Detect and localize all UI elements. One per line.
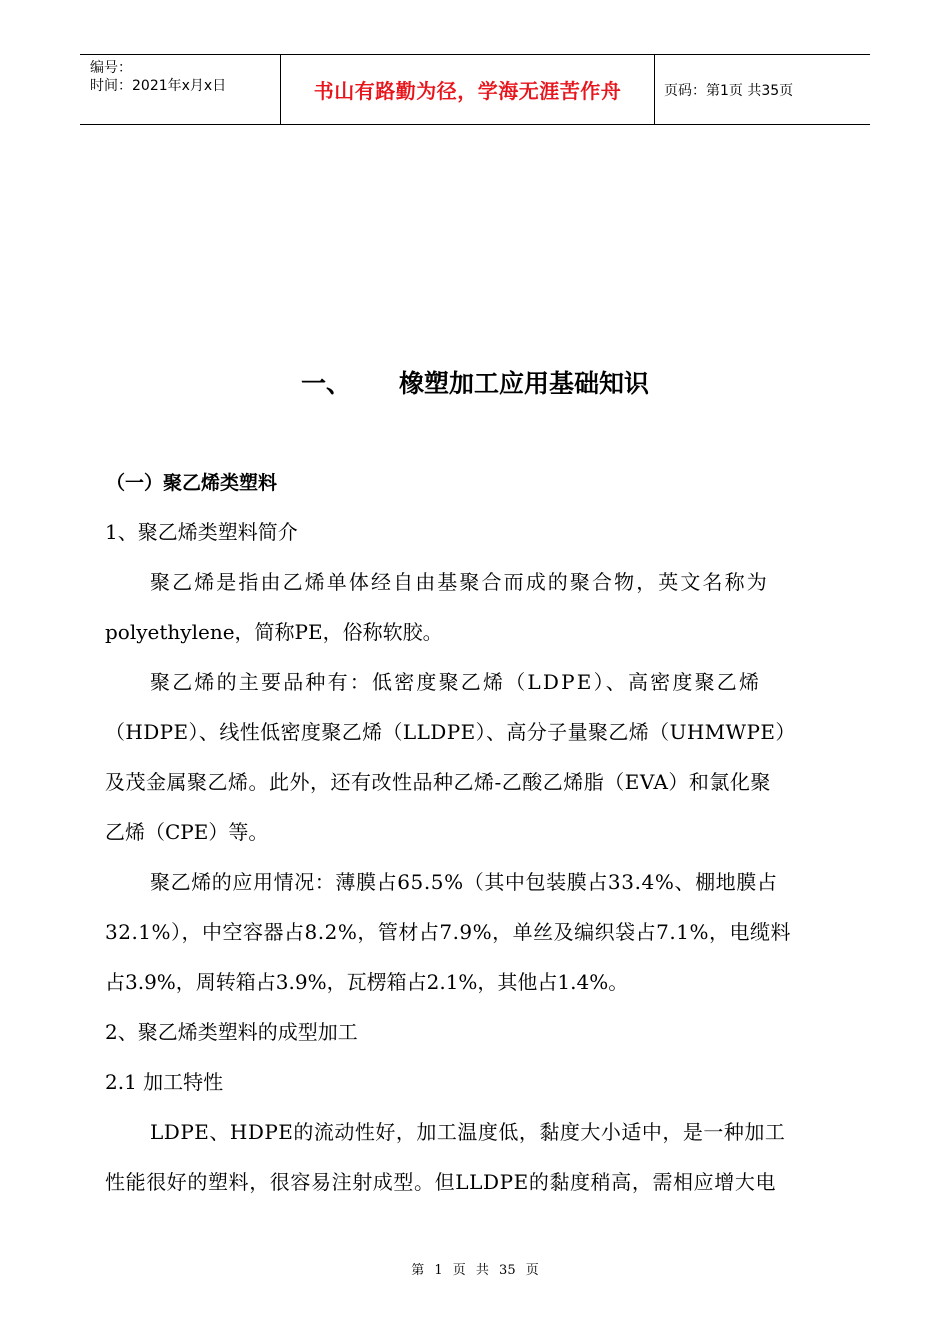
page-footer: 第 1 页 共 35 页 <box>411 1263 539 1278</box>
chapter-title <box>0 364 950 400</box>
paragraph-line: 乙烯（CPE）等。 <box>105 820 269 844</box>
header-motto-cell <box>281 55 655 124</box>
subsection-heading: 2、聚乙烯类塑料的成型加工 <box>105 1020 358 1044</box>
paragraph-line: polyethylene，简称PE，俗称软胶。 <box>105 620 443 644</box>
document-number-label: 编号： <box>90 60 132 76</box>
header-page-info: 页码：第1页 共35页 <box>664 82 794 99</box>
page-header-table <box>80 54 870 125</box>
paragraph-line: 性能很好的塑料，很容易注射成型。但LLDPE的黏度稍高，需相应增大电 <box>105 1170 777 1194</box>
document-time-label: 时间：2021年x月x日 <box>90 78 227 94</box>
paragraph-line: 聚乙烯的应用情况：薄膜占65.5%（其中包装膜占33.4%、棚地膜占 <box>150 870 778 894</box>
paragraph-line: 占3.9%，周转箱占3.9%，瓦楞箱占2.1%，其他占1.4%。 <box>105 970 629 994</box>
paragraph-line: 32.1%），中空容器占8.2%，管材占7.9%，单丝及编织袋占7.1%，电缆料 <box>105 920 791 944</box>
header-meta-cell <box>80 55 281 124</box>
paragraph-line: （HDPE）、线性低密度聚乙烯（LLDPE）、高分子量聚乙烯（UHMWPE） <box>105 720 796 744</box>
subsection-heading: 2.1 加工特性 <box>105 1070 224 1094</box>
chapter-title-text: 橡塑加工应用基础知识 <box>399 369 650 398</box>
chapter-number: 一、 <box>300 369 351 398</box>
paragraph-line: LDPE、HDPE的流动性好，加工温度低，黏度大小适中，是一种加工 <box>150 1120 786 1144</box>
subsection-heading: 1、聚乙烯类塑料简介 <box>105 520 298 544</box>
paragraph-line: 聚乙烯的主要品种有：低密度聚乙烯（LDPE）、高密度聚乙烯 <box>150 670 762 694</box>
paragraph-line: 及茂金属聚乙烯。此外，还有改性品种乙烯-乙酸乙烯脂（EVA）和氯化聚 <box>105 770 771 794</box>
section-heading: （一）聚乙烯类塑料 <box>106 472 278 494</box>
header-motto: 书山有路勤为径，学海无涯苦作舟 <box>313 79 622 103</box>
paragraph-line: 聚乙烯是指由乙烯单体经自由基聚合而成的聚合物，英文名称为 <box>150 570 769 594</box>
